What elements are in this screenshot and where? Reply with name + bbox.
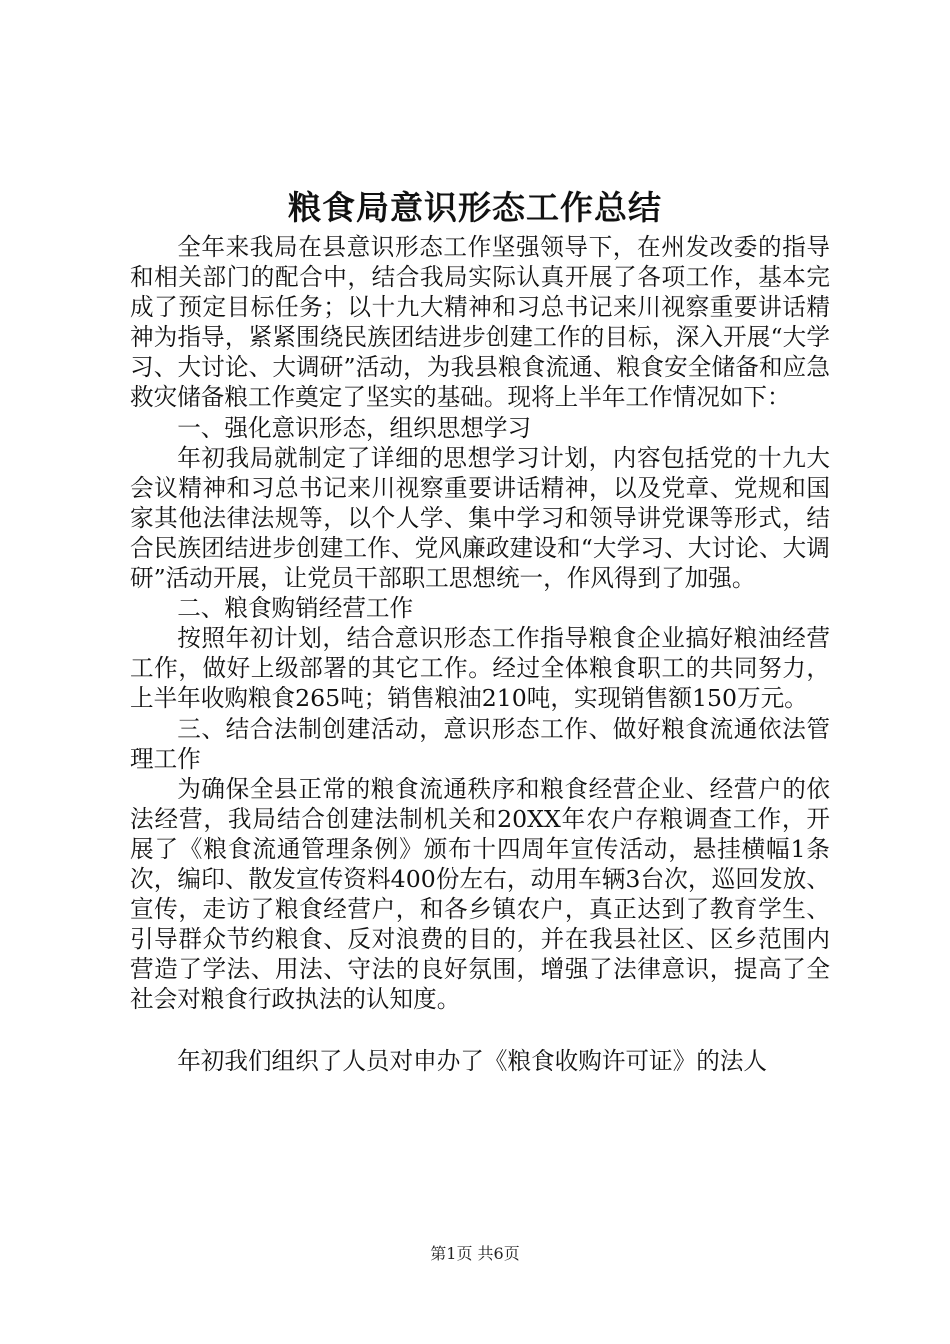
- continuation-paragraph: 年初我们组织了人员对申办了《粮食收购许可证》的法人: [177, 1047, 768, 1076]
- section-1-paragraph: 年初我局就制定了详细的思想学习计划，内容包括党的十九大会议精神和习总书记来川视察重要讲话精神，以及党章、党规和国家其他法律法规等，以个人学、集中学习和领导讲党课等形式，结合民族团结进步创建工作、党风廉政建设和“大学习、大讨论、大调研”活动开展，让党员干部职工思想统一，作风得到了加强。: [130, 443, 830, 593]
- section-heading-2: 二、粮食购销经营工作: [177, 594, 414, 623]
- intro-paragraph: 全年来我局在县意识形态工作坚强领导下，在州发改委的指导和相关部门的配合中，结合我局实际认真开展了各项工作，基本完成了预定目标任务；以十九大精神和习总书记来川视察重要讲话精神为指导，紧紧围绕民族团结进步创建工作的目标，深入开展“大学习、大讨论、大调研”活动，为我县粮食流通、粮食安全储备和应急救灾储备粮工作奠定了坚实的基础。现将上半年工作情况如下：: [130, 233, 830, 412]
- section-heading-1: 一、强化意识形态，组织思想学习: [177, 413, 532, 442]
- page-number-footer: 第1页 共6页: [430, 1244, 520, 1263]
- document-body: [130, 232, 830, 1077]
- document-title: 粮食局意识形态工作总结: [288, 188, 662, 227]
- section-heading-3: 三、结合法制创建活动，意识形态工作、做好粮食流通依法管理工作: [130, 714, 830, 773]
- section-3-paragraph: 为确保全县正常的粮食流通秩序和粮食经营企业、经营户的依法经营，我局结合创建法制机关和20XX年农户存粮调查工作，开展了《粮食流通管理条例》颁布十四周年宣传活动，悬挂横幅1条次，编印、散发宣传资料400份左右，动用车辆3台次，巡回发放、宣传，走访了粮食经营户，和各乡镇农户，真正达到了教育学生、引导群众节约粮食、反对浪费的目的，并在我县社区、区乡范围内营造了学法、用法、守法的良好氛围，增强了法律意识，提高了全社会对粮食行政执法的认知度。: [130, 774, 830, 1014]
- section-2-paragraph: 按照年初计划，结合意识形态工作指导粮食企业搞好粮油经营工作，做好上级部署的其它工作。经过全体粮食职工的共同努力，上半年收购粮食265吨；销售粮油210吨，实现销售额150万元。: [130, 624, 830, 713]
